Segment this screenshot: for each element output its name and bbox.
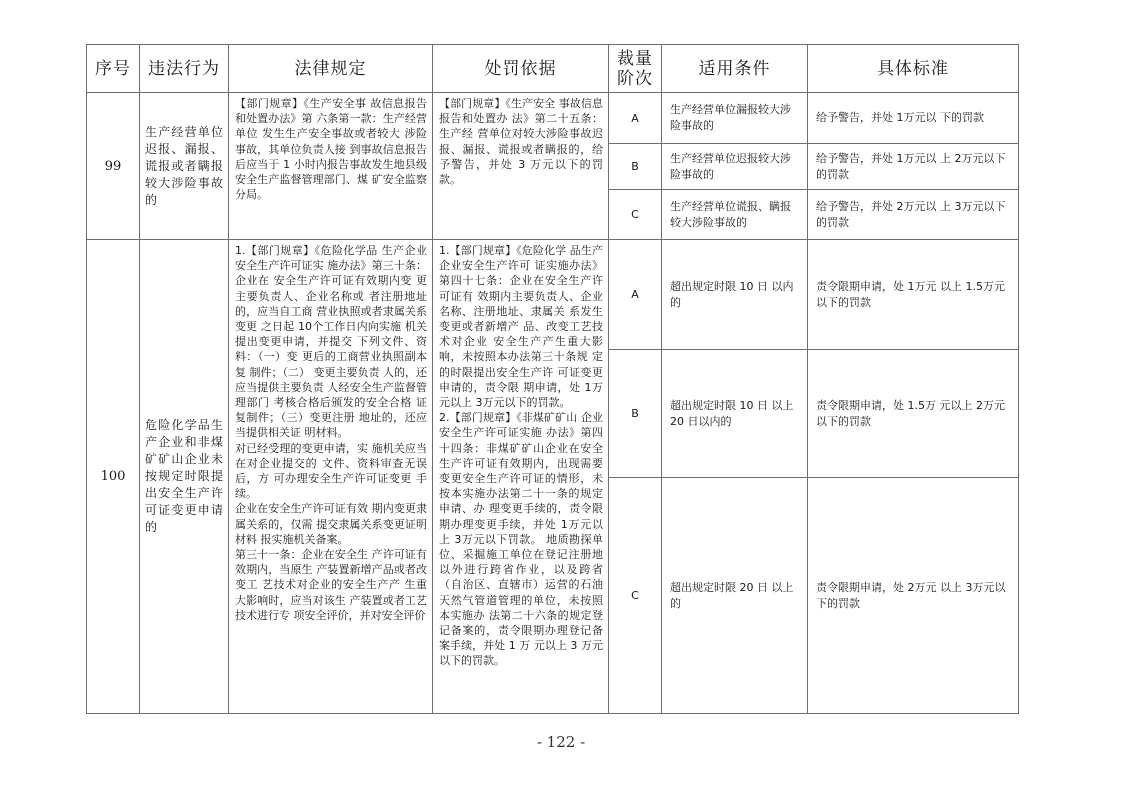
level-cell: A bbox=[609, 240, 662, 350]
penalty-standard-table bbox=[86, 44, 1019, 714]
standard-cell: 给予警告，并处 1万元以 下的罚款 bbox=[808, 93, 1019, 144]
basis-paragraph: 1.【部门规章】《危险化学 品生产企业安全生产许可 证实施办法》第四十七条：企业在安全生产许可证有 效期内主要负责人、企业 名称、注册地址、隶属关 系发生变更或者新增产 品、改变工艺技术对企业 安全生产产生重大影响，未按照本办法第三十条规 定的时限提出安全生产许 可证变更申请的，责令限 期申请，处 1万元以上 3万元以下的罚款。 bbox=[439, 244, 603, 410]
table-header bbox=[87, 45, 1019, 93]
law-paragraph: 【部门规章】《生产安全事 故信息报告和处置办法》第 六条第一款：生产经营单位 发生生产安全事故或者较大 涉险事故，其单位负责人接 到事故信息报告后应当于 1 小时内报告事故发生地县级安全生产监督管理部门、煤 矿安全监察分局。 bbox=[235, 97, 427, 202]
law-paragraph: 企业在安全生产许可证有效 期内变更隶属关系的，仅需 提交隶属关系变更证明材料 报实施机关备案。 bbox=[235, 502, 427, 546]
basis-paragraph: 【部门规章】《生产安全 事故信息报告和处置办 法》第二十五条：生产经 营单位对较大涉险事故迟报、漏报、谎报或者瞒报的，给予警告，并处 3 万元以下的罚款。 bbox=[439, 97, 603, 187]
law-paragraph: 1.【部门规章】《危险化学品 生产企业安全生产许可证实 施办法》第三十条：企业在 安全生产许可证有效期内变 更主要负责人、企业名称或 者注册地址的，应当自工商 营业执照或者隶属关系变更 之日起 10个工作日内向实施 机关提出变更申请，并提交 下列文件、资料：（一）变 更后的工商营业执照副本复 制件；（二） 变更主要负责 人的，还应当提供主要负责 人经安全生产监督管理部门 考核合格后颁发的安全合格 证复制件；（三）变更注册 地址的，还应当提供相关证 明材料。 bbox=[235, 244, 427, 440]
level-cell: B bbox=[609, 144, 662, 190]
basis-paragraph: 2.【部门规章】《非煤矿矿山 企业安全生产许可证实施 办法》第四十四条：非煤矿矿山企业在安全生产许可证有效期内，出现需要 变更安全生产许可证的情形，未按本实施办法第二十一条的规定申请、办 理变更手续的，责令限期办理变更手续，并处 1万元以上 3万元以下罚款。 地质勘探单位、采掘施工单位在登记注册地以外进行跨省作业，以及跨省（自治区、直辖市）运营的石油天然气管道管理的单位，未按照本实施办 法第二十六条的规定登记备案的，责令限期办理登记备案手续，并处 1 万 元以上 3 万元以下的罚款。 bbox=[439, 411, 603, 668]
condition-cell: 超出规定时限 10 日 以内的 bbox=[662, 240, 808, 350]
condition-cell: 生产经营单位谎报、瞒报较大涉险事故的 bbox=[662, 190, 808, 240]
row-act: 危险化学品生产企业和非煤矿矿山企业未按规定时限提出安全生产许可证变更申请的 bbox=[140, 240, 229, 714]
law-paragraph: 第三十一条：企业在安全生 产许可证有效期内，当原生 产装置新增产品或者改变工 艺技术对企业的安全生产产 生重大影响时，应当对该生 产装置或者工艺技术进行专 项安全评价，并对安全评价 bbox=[235, 548, 427, 622]
condition-cell: 生产经营单位迟报较大涉险事故的 bbox=[662, 144, 808, 190]
header-condition: 适用条件 bbox=[662, 45, 808, 93]
standard-cell: 给予警告，并处 1万元以 上 2万元以下的罚款 bbox=[808, 144, 1019, 190]
condition-cell: 超出规定时限 20 日 以上的 bbox=[662, 478, 808, 714]
page-number: - 122 - bbox=[536, 733, 586, 751]
header-basis: 处罚依据 bbox=[433, 45, 609, 93]
standard-cell: 责令限期申请，处 2万元 以上 3万元以下的罚款 bbox=[808, 478, 1019, 714]
header-standard: 具体标准 bbox=[808, 45, 1019, 93]
table-row bbox=[87, 93, 1019, 144]
row-law bbox=[229, 240, 433, 714]
header-seq: 序号 bbox=[87, 45, 140, 93]
standard-cell: 给予警告，并处 2万元以 上 3万元以下的罚款 bbox=[808, 190, 1019, 240]
row-seq: 99 bbox=[87, 93, 140, 240]
row-basis bbox=[433, 93, 609, 240]
header-level-line1: 裁量 bbox=[617, 48, 653, 69]
row-law bbox=[229, 93, 433, 240]
level-cell: A bbox=[609, 93, 662, 144]
level-cell: C bbox=[609, 190, 662, 240]
condition-cell: 超出规定时限 10 日 以上 20 日以内的 bbox=[662, 350, 808, 478]
level-cell: B bbox=[609, 350, 662, 478]
table-row bbox=[87, 240, 1019, 350]
row-act: 生产经营单位迟报、漏报、谎报或者瞒报较大涉险事故的 bbox=[140, 93, 229, 240]
header-law: 法律规定 bbox=[229, 45, 433, 93]
header-level bbox=[609, 45, 662, 93]
header-act: 违法行为 bbox=[140, 45, 229, 93]
row-seq: 100 bbox=[87, 240, 140, 714]
standard-cell: 责令限期申请，处 1.5万 元以上 2万元以下的罚款 bbox=[808, 350, 1019, 478]
header-level-line2: 阶次 bbox=[617, 68, 653, 89]
law-paragraph: 对已经受理的变更申请，实 施机关应当在对企业提交的 文件、资料审查无误后，方 可办理安全生产许可证变更 手续。 bbox=[235, 441, 427, 501]
level-cell: C bbox=[609, 478, 662, 714]
row-basis bbox=[433, 240, 609, 714]
standard-cell: 责令限期申请，处 1万元 以上 1.5万元以下的罚款 bbox=[808, 240, 1019, 350]
condition-cell: 生产经营单位漏报较大涉险事故的 bbox=[662, 93, 808, 144]
